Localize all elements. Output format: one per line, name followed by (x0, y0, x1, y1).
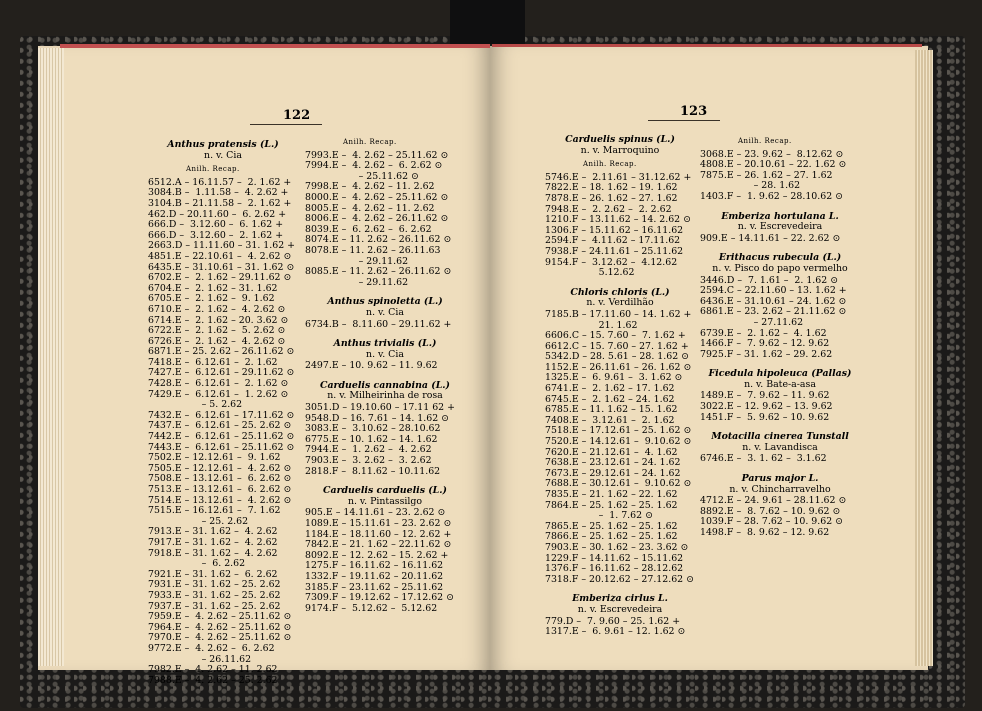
ring-record: 9548.D – 16. 7.61 – 14. 1.62 ⊙ (305, 412, 450, 424)
ring-record: 7938.F – 24.11.61 – 25.11.62 (545, 245, 684, 257)
species-scientific-name: Ficedula hipoleuca (Pallas) (708, 368, 852, 380)
ring-record: 8085.E – 11. 2.62 – 26.11.62 ⊙ (305, 266, 452, 278)
ring-record: 7988.E – 4. 2.62 – 25. 2.62 (148, 674, 278, 686)
species-common-name: n. v. Cia (204, 149, 242, 161)
ring-record: 7620.E – 21.12.61 – 4. 1.62 (545, 446, 678, 458)
ring-record: 3446.D – 7. 1.61 – 2. 1.62 ⊙ (700, 274, 839, 286)
ring-record: 7513.E – 13.12.61 – 6. 2.62 ⊙ (148, 484, 292, 495)
ring-record: 6746.E – 3. 1. 62 – 3.1.62 (700, 453, 827, 465)
ring-record: 7318.F – 20.12.62 – 27.12.62 ⊙ (545, 573, 694, 585)
ring-record: 666.D – 3.12.60 – 6. 1.62 + (148, 219, 284, 231)
ring-record: 4808.E – 20.10.61 – 22. 1.62 ⊙ (700, 159, 847, 171)
ring-record: 7864.E – 25. 1.62 – 25. 1.62 (545, 499, 678, 511)
ring-record: 7866.E – 25. 1.62 – 25. 1.62 (545, 531, 678, 543)
species-common-name: n. v. Pisco do papo vermelho (712, 262, 848, 274)
ring-record: 6512.A – 16.11.57 – 2. 1.62 + (148, 176, 292, 188)
ring-record: 7903.E – 30. 1.62 – 23. 3.62 ⊙ (545, 541, 689, 553)
species-heading (148, 140, 298, 161)
ring-record: 1332.F – 19.11.62 – 20.11.62 (305, 570, 444, 582)
ring-record: 7428.E – 6.12.61 – 2. 1.62 ⊙ (148, 378, 289, 390)
ring-record: – 27.11.62 (700, 316, 804, 328)
ring-record: 7418.E – 6.12.61 – 2. 1.62 (148, 356, 278, 368)
species-heading (700, 369, 860, 390)
species-common-name: n. v. Pintassilgo (347, 495, 423, 507)
ring-record: – 28. 1.62 (700, 180, 801, 192)
ring-record: 6739.E – 2. 1.62 – 4. 1.62 (700, 327, 827, 339)
ring-record: 7437.E – 6.12.61 – 25. 2.62 ⊙ (148, 420, 292, 432)
ring-record: 7427.E – 6.12.61 – 29.11.62 ⊙ (148, 367, 295, 379)
species-common-name: n. v. Chincharravelho (729, 483, 831, 495)
species-common-name: n. v. Cia (366, 306, 404, 318)
ring-record: 7442.E – 6.12.61 – 25.11.62 ⊙ (148, 431, 295, 443)
species-scientific-name: Parus major L. (741, 473, 819, 485)
ring-record: 7508.E – 13.12.61 – 6. 2.62 ⊙ (148, 473, 292, 485)
ring-record: 7982.E – 4. 2.62 – 11. 2.62 (148, 664, 278, 676)
species-common-name: n. v. Escrevedeira (577, 603, 663, 615)
ring-record: 1325.E – 6. 9.61 – 3. 1.62 ⊙ (545, 372, 683, 384)
right-page-edges (915, 50, 933, 666)
ring-record: 3051.D – 19.10.60 – 17.11 62 + (305, 402, 455, 414)
ring-record: 666.D – 3.12.60 – 2. 1.62 + (148, 229, 284, 241)
ring-record: 6704.E – 2. 1.62 – 31. 1.62 (148, 282, 278, 294)
ring-record: 7408.E – 3.12.61 – 2. 1.62 (545, 414, 675, 426)
ring-record: 7948.E – 2. 2.62 – 2. 2.62 (545, 203, 672, 215)
ring-record: 1403.F – 1. 9.62 – 28.10.62 ⊙ (700, 190, 844, 202)
ring-record: 1489.E – 7. 9.62 – 11. 9.62 (700, 390, 830, 402)
ring-record: 462.D – 20.11.60 – 6. 2.62 + (148, 208, 287, 220)
ring-record: 7903.E – 3. 2.62 – 3. 2.62 (305, 455, 432, 467)
ring-record: 6612.C – 15. 7.60 – 27. 1.62 + (545, 340, 689, 352)
ring-record: 8039.E – 6. 2.62 – 6. 2.62 (305, 223, 432, 235)
ring-record: 1451.F – 5. 9.62 – 10. 9.62 (700, 411, 830, 423)
species-heading (305, 486, 465, 507)
ring-record: 6436.E – 31.10.61 – 24. 1.62 ⊙ (700, 295, 847, 307)
ring-record: 7959.E – 4. 2.62 – 25.11.62 ⊙ (148, 611, 292, 623)
ring-record: 7865.E – 25. 1.62 – 25. 1.62 (545, 520, 678, 532)
ring-record: 8892.E – 8. 7.62 – 10. 9.62 ⊙ (700, 505, 841, 517)
right-column-2 (700, 133, 860, 539)
ring-record: 7913.E – 31. 1.62 – 4. 2.62 (148, 526, 278, 538)
ring-record: 4851.E – 22.10.61 – 4. 2.62 ⊙ (148, 250, 292, 262)
species-common-name: n. v. Marroquino (580, 144, 660, 156)
ring-record: 7970.E – 4. 2.62 – 25.11.62 ⊙ (148, 632, 292, 644)
species-scientific-name: Chloris chloris (L.) (570, 286, 670, 298)
column-header: Anilh. Recap. (583, 160, 637, 169)
ring-record: 6702.E – 2. 1.62 – 29.11.62 ⊙ (148, 272, 292, 284)
ring-record: 6606.C – 15. 7.60 – 7. 1.62 + (545, 330, 686, 342)
species-common-name: n. v. Milheirinha de rosa (327, 390, 443, 402)
ring-record: 7822.E – 18. 1.62 – 19. 1.62 (545, 182, 678, 194)
ring-record: 7875.E – 26. 1.62 – 27. 1.62 (700, 169, 833, 181)
ring-record: 7921.E – 31. 1.62 – 6. 2.62 (148, 568, 278, 580)
ring-record: 6722.E – 2. 1.62 – 5. 2.62 ⊙ (148, 325, 286, 337)
species-scientific-name: Anthus spinoletta (L.) (327, 296, 443, 308)
ring-record: 1152.E – 26.11.61 – 26. 1.62 ⊙ (545, 361, 692, 373)
species-scientific-name: Emberiza cirlus L. (572, 593, 668, 605)
species-heading (700, 432, 860, 453)
ring-record: 1317.E – 6. 9.61 – 12. 1.62 ⊙ (545, 626, 686, 638)
ring-record: 1376.F – 16.11.62 – 28.12.62 (545, 563, 684, 575)
ring-record: 7835.E – 21. 1.62 – 22. 1.62 (545, 489, 678, 500)
ring-record: 7993.E – 4. 2.62 – 25.11.62 ⊙ (305, 149, 449, 161)
ring-record: 6726.E – 2. 1.62 – 4. 2.62 ⊙ (148, 335, 286, 347)
ring-record: 8078.E – 11. 2.62 – 26.11.63 (305, 244, 441, 256)
ring-record: 1229.F – 14.11.62 – 15.11.62 (545, 552, 684, 564)
ring-record: 7842.E – 21. 1.62 – 22.11.62 ⊙ (305, 539, 452, 551)
ring-record: 7937.E – 31. 1.62 – 25. 2.62 (148, 600, 281, 612)
ring-record: 8074.E – 11. 2.62 – 26.11.62 ⊙ (305, 234, 452, 246)
ring-record: – 1. 7.62 ⊙ (545, 510, 653, 522)
ring-record: 3104.B – 21.11.58 – 2. 1.62 + (148, 197, 292, 209)
ring-record: 6710.E – 2. 1.62 – 4. 2.62 ⊙ (148, 303, 286, 315)
ring-record: 7429.E – 6.12.61 – 1. 2.62 ⊙ (148, 388, 289, 400)
ring-record: 1466.F – 7. 9.62 – 12. 9.62 (700, 338, 830, 350)
ring-record: 7432.E – 6.12.61 – 17.11.62 ⊙ (148, 409, 295, 421)
right-top-edge (492, 44, 922, 47)
ring-record: 2663.D – 11.11.60 – 31. 1.62 + (148, 240, 295, 252)
ring-record: 6745.E – 2. 1.62 – 24. 1.62 (545, 393, 675, 405)
ring-record: 6734.B – 8.11.60 – 29.11.62 + (305, 318, 452, 330)
species-scientific-name: Carduelis carduelis (L.) (323, 485, 447, 497)
species-scientific-name: Motacilla cinerea Tunstall (711, 431, 849, 443)
ring-record: 6871.E – 25. 2.62 – 26.11.62 ⊙ (148, 346, 295, 358)
left-top-edge (60, 44, 490, 48)
species-heading (700, 212, 860, 233)
ring-record: 3185.F – 23.11.62 – 25.11.62 (305, 581, 444, 593)
book-spine (450, 0, 525, 44)
species-scientific-name: Emberiza hortulana L. (721, 210, 839, 222)
ring-record: 2594.F – 4.11.62 – 17.11.62 (545, 235, 681, 247)
species-heading (700, 474, 860, 495)
ring-record: 7688.E – 30.12.61 – 9.10.62 ⊙ (545, 478, 692, 490)
ring-record: 5342.D – 28. 5.61 – 28. 1.62 ⊙ (545, 351, 690, 363)
ring-record: 1210.F – 13.11.62 – 14. 2.62 ⊙ (545, 214, 691, 226)
ring-record: 7925.F – 31. 1.62 – 29. 2.62 (700, 348, 833, 360)
ring-record: 2818.F – 8.11.62 – 10.11.62 (305, 465, 441, 477)
ring-record: – 29.11.62 (305, 276, 409, 288)
ring-record: 7518.E – 17.12.61 – 25. 1.62 ⊙ (545, 425, 692, 437)
ring-record: 7918.E – 31. 1.62 – 4. 2.62 (148, 547, 278, 559)
species-common-name: n. v. Cia (366, 348, 404, 360)
ring-record: 7673.E – 29.12.61 – 24. 1.62 (545, 467, 681, 479)
ring-record: 909.E – 14.11.61 – 22. 2.62 ⊙ (700, 232, 841, 244)
species-scientific-name: Anthus pratensis (L.) (167, 139, 279, 150)
ring-record: 4712.E – 24. 9.61 – 28.11.62 ⊙ (700, 495, 847, 507)
ring-record: 1039.F – 28. 7.62 – 10. 9.62 ⊙ (700, 516, 844, 528)
ring-record: 7964.E – 4. 2.62 – 25.11.62 ⊙ (148, 621, 292, 633)
ring-record: 21. 1.62 (545, 319, 638, 331)
ring-record: 8006.E – 4. 2.62 – 26.11.62 ⊙ (305, 213, 449, 225)
ring-record: – 29.11.62 (305, 255, 409, 267)
ring-record: – 6. 2.62 (148, 558, 246, 570)
left-page-edges (38, 48, 64, 666)
species-heading (545, 135, 695, 156)
ring-record: – 26.11.62 (148, 653, 252, 665)
ring-record: 7514.E – 13.12.61 – 4. 2.62 ⊙ (148, 494, 292, 506)
ring-record: 2497.E – 10. 9.62 – 11. 9.62 (305, 360, 438, 372)
ring-record: 7443.E – 6.12.61 – 25.11.62 ⊙ (148, 441, 295, 453)
species-scientific-name: Erithacus rubecula (L.) (718, 252, 842, 264)
species-heading (700, 253, 860, 274)
ring-record: 6435.E – 31.10.61 – 31. 1.62 ⊙ (148, 261, 295, 273)
ring-record: 7185.B – 17.11.60 – 14. 1.62 + (545, 308, 692, 320)
ring-record: 3068.E – 23. 9.62 – 8.12.62 ⊙ (700, 148, 844, 160)
ring-record: 1184.E – 18.11.60 – 12. 2.62 + (305, 528, 452, 540)
ring-record: 7505.E – 12.12.61 – 4. 2.62 ⊙ (148, 462, 292, 474)
right-page-number: 123 (680, 104, 708, 119)
ring-record: 1498.F – 8. 9.62 – 12. 9.62 (700, 527, 830, 538)
species-heading (545, 594, 695, 615)
ring-record: 6785.E – 11. 1.62 – 15. 1.62 (545, 404, 678, 416)
ring-record: 5.12.62 (545, 267, 635, 279)
left-page-number: 122 (283, 108, 311, 123)
ring-record: 7520.E – 14.12.61 – 9.10.62 ⊙ (545, 436, 692, 448)
left-column-2 (305, 134, 465, 614)
ring-record: 9772.E – 4. 2.62 – 6. 2.62 (148, 642, 275, 654)
ring-record: 3083.E – 3.10.62 – 28.10.62 (305, 423, 441, 435)
ring-record: 905.E – 14.11.61 – 23. 2.62 ⊙ (305, 507, 446, 519)
ring-record: 7502.E – 12.12.61 – 9. 1.62 (148, 452, 281, 464)
species-scientific-name: Carduelis cannabina (L.) (320, 379, 450, 391)
left-page-number-rule (250, 124, 322, 125)
ring-record: 7931.E – 31. 1.62 – 25. 2.62 (148, 579, 281, 591)
ring-record: 7933.E – 31. 1.62 – 25. 2.62 (148, 589, 281, 601)
ring-record: 8000.E – 4. 2.62 – 25.11.62 ⊙ (305, 191, 449, 203)
ring-record: 8005.E – 4. 2.62 – 11. 2.62 (305, 202, 435, 214)
column-header: Anilh. Recap. (738, 137, 792, 145)
ring-record: 6741.E – 2. 1.62 – 17. 1.62 (545, 383, 675, 395)
ring-record: – 25.11.62 ⊙ (305, 170, 419, 182)
species-heading (305, 297, 465, 318)
ring-record: 7917.E – 31. 1.62 – 4. 2.62 (148, 536, 278, 548)
species-common-name: n. v. Verdilhão (586, 297, 654, 309)
right-column-1 (545, 135, 695, 638)
ring-record: 1089.E – 15.11.61 – 23. 2.62 ⊙ (305, 518, 452, 529)
ring-record: 7998.E – 4. 2.62 – 11. 2.62 (305, 181, 435, 193)
right-page-number-rule (648, 120, 720, 121)
column-header: Anilh. Recap. (186, 165, 240, 174)
ring-record: 3084.B – 1.11.58 – 4. 2.62 + (148, 187, 289, 199)
ring-record: – 5. 2.62 (148, 399, 243, 411)
species-heading (545, 288, 695, 309)
ring-record: 1275.F – 16.11.62 – 16.11.62 (305, 560, 444, 572)
ring-record: 6714.E – 2. 1.62 – 20. 3.62 ⊙ (148, 314, 289, 326)
species-common-name: n. v. Lavandisca (742, 441, 818, 453)
ring-record: 6705.E – 2. 1.62 – 9. 1.62 (148, 293, 275, 305)
ring-record: 7878.E – 26. 1.62 – 27. 1.62 (545, 192, 678, 204)
ring-record: 7994.E – 4. 2.62 – 6. 2.62 ⊙ (305, 160, 443, 172)
left-column-1 (148, 140, 298, 686)
ring-record: 7309.F – 19.12.62 – 17.12.62 ⊙ (305, 592, 454, 604)
ring-record: 9154.F – 3.12.62 – 4.12.62 (545, 256, 678, 268)
species-scientific-name: Anthus trivialis (L.) (333, 338, 437, 350)
ring-record: 8092.E – 12. 2.62 – 15. 2.62 + (305, 549, 449, 561)
species-heading (305, 339, 465, 360)
ring-record: 6775.E – 10. 1.62 – 14. 1.62 (305, 433, 438, 445)
column-header: Anilh. Recap. (343, 138, 397, 146)
ring-record: 6861.E – 23. 2.62 – 21.11.62 ⊙ (700, 306, 847, 318)
ring-record: 3022.E – 12. 9.62 – 13. 9.62 (700, 401, 833, 413)
species-common-name: n. v. Escrevedeira (737, 221, 823, 233)
ring-record: 7515.E – 16.12.61 – 7. 1.62 (148, 505, 281, 517)
ring-record: – 25. 2.62 (148, 515, 249, 527)
species-scientific-name: Carduelis spinus (L.) (565, 134, 675, 145)
ring-record: 9174.F – 5.12.62 – 5.12.62 (305, 602, 438, 614)
ring-record: 7944.E – 1. 2.62 – 4. 2.62 (305, 444, 432, 456)
species-common-name: n. v. Bate-a-asa (744, 378, 816, 390)
species-heading (305, 381, 465, 402)
ring-record: 779.D – 7. 9.60 – 25. 1.62 + (545, 615, 681, 627)
ring-record: 7638.E – 23.12.61 – 24. 1.62 (545, 457, 681, 469)
ring-record: 5746.E – 2.11.61 – 31.12.62 + (545, 171, 692, 183)
ring-record: 2594.C – 22.11.60 – 13. 1.62 + (700, 285, 847, 297)
ring-record: 1306.F – 15.11.62 – 16.11.62 (545, 224, 684, 236)
